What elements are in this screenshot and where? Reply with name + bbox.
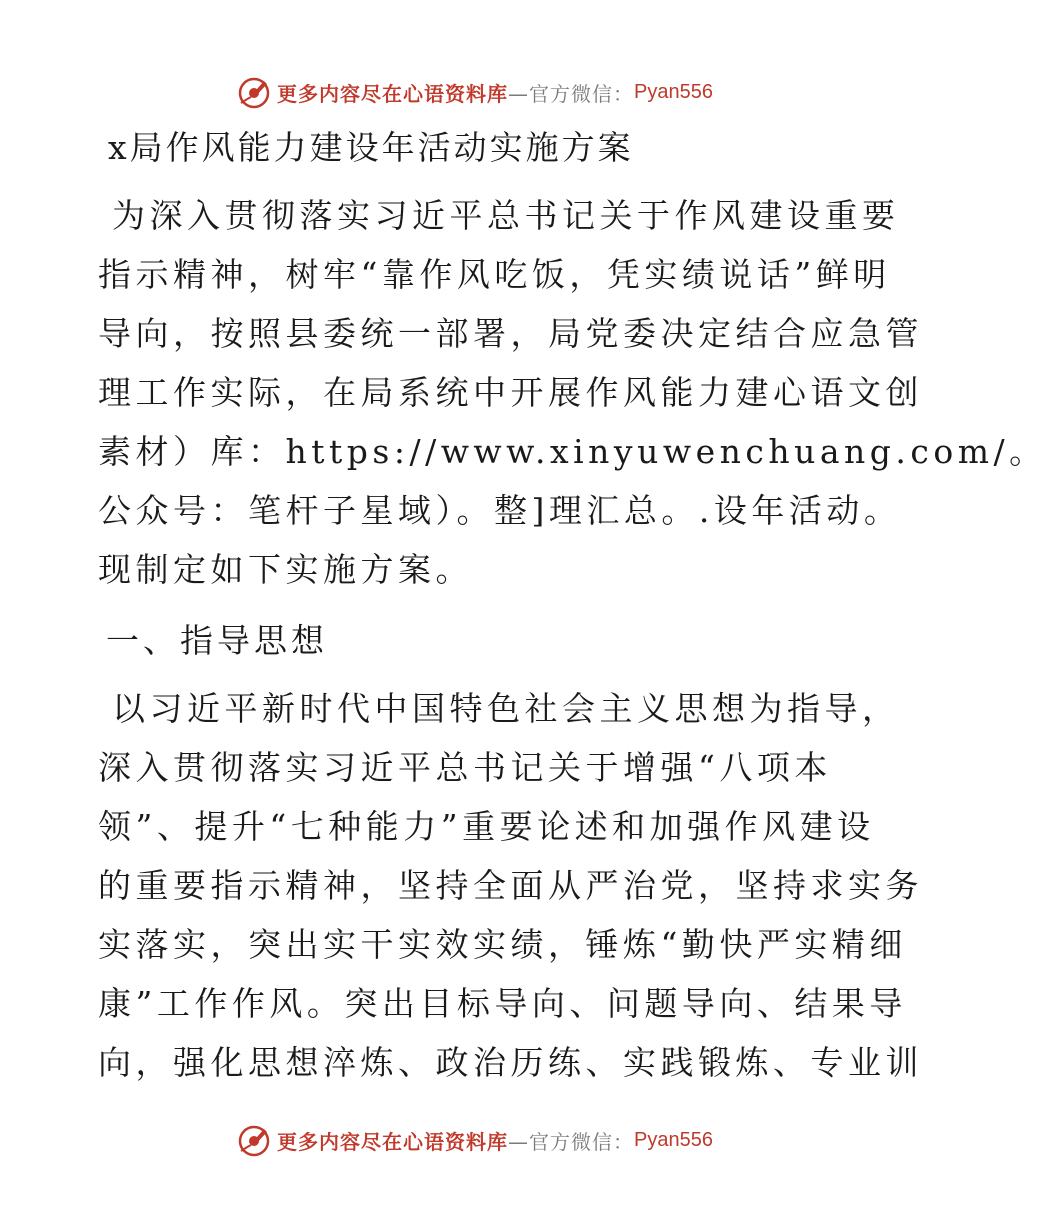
banner-grey-text: —官方微信： [508, 81, 635, 106]
header-banner [0, 70, 950, 114]
quill-logo-icon [237, 1123, 271, 1157]
document-body [98, 118, 1047, 1092]
document-title: x局作风能力建设年活动实施方案 [108, 128, 634, 167]
section1-line: 领”、提升“七种能力”重要论述和加强作风建设 [98, 807, 875, 846]
banner-grey-text: —官方微信： [508, 1129, 635, 1154]
intro-line: 导向，按照县委统一部署，局党委决定结合应急管 [98, 314, 923, 353]
intro-paragraph [98, 186, 1047, 599]
section1-line: 实落实，突出实干实效实绩，锤炼“勤快严实精细 [98, 925, 907, 964]
section1-paragraph [98, 679, 923, 1092]
section1-line: 向，强化思想淬炼、政治历练、实践锻炼、专业训 [98, 1043, 923, 1082]
intro-line: 素材）库：https://www.xinyuwenchuang.com/。 [98, 432, 1047, 471]
intro-line: 理工作实际，在局系统中开展作风能力建心语文创 [98, 373, 923, 412]
quill-logo-icon [237, 75, 271, 109]
section1-line: 的重要指示精神，坚持全面从严治党，坚持求实务 [98, 866, 923, 905]
banner-wechat-id: Pyan556 [634, 1128, 713, 1151]
section1-line: 以习近平新时代中国特色社会主义思想为指导， [112, 689, 900, 728]
intro-line: 公众号：笔杆子星域）。整]理汇总。.设年活动。 [98, 491, 902, 530]
intro-line: 为深入贯彻落实习近平总书记关于作风建设重要 [112, 196, 900, 235]
section1-line: 深入贯彻落实习近平总书记关于增强“八项本 [98, 748, 832, 787]
section-heading-guiding-ideology: 一、指导思想 [106, 621, 328, 660]
footer-banner [0, 1118, 950, 1162]
banner-wechat-id: Pyan556 [634, 80, 713, 103]
intro-line: 指示精神，树牢“靠作风吃饭，凭实绩说话”鲜明 [98, 255, 891, 294]
intro-line: 现制定如下实施方案。 [98, 550, 473, 589]
section1-line: 康”工作作风。突出目标导向、问题导向、结果导 [98, 984, 907, 1023]
banner-red-text: 更多内容尽在心语资料库 [277, 81, 509, 106]
banner-red-text: 更多内容尽在心语资料库 [277, 1129, 509, 1154]
